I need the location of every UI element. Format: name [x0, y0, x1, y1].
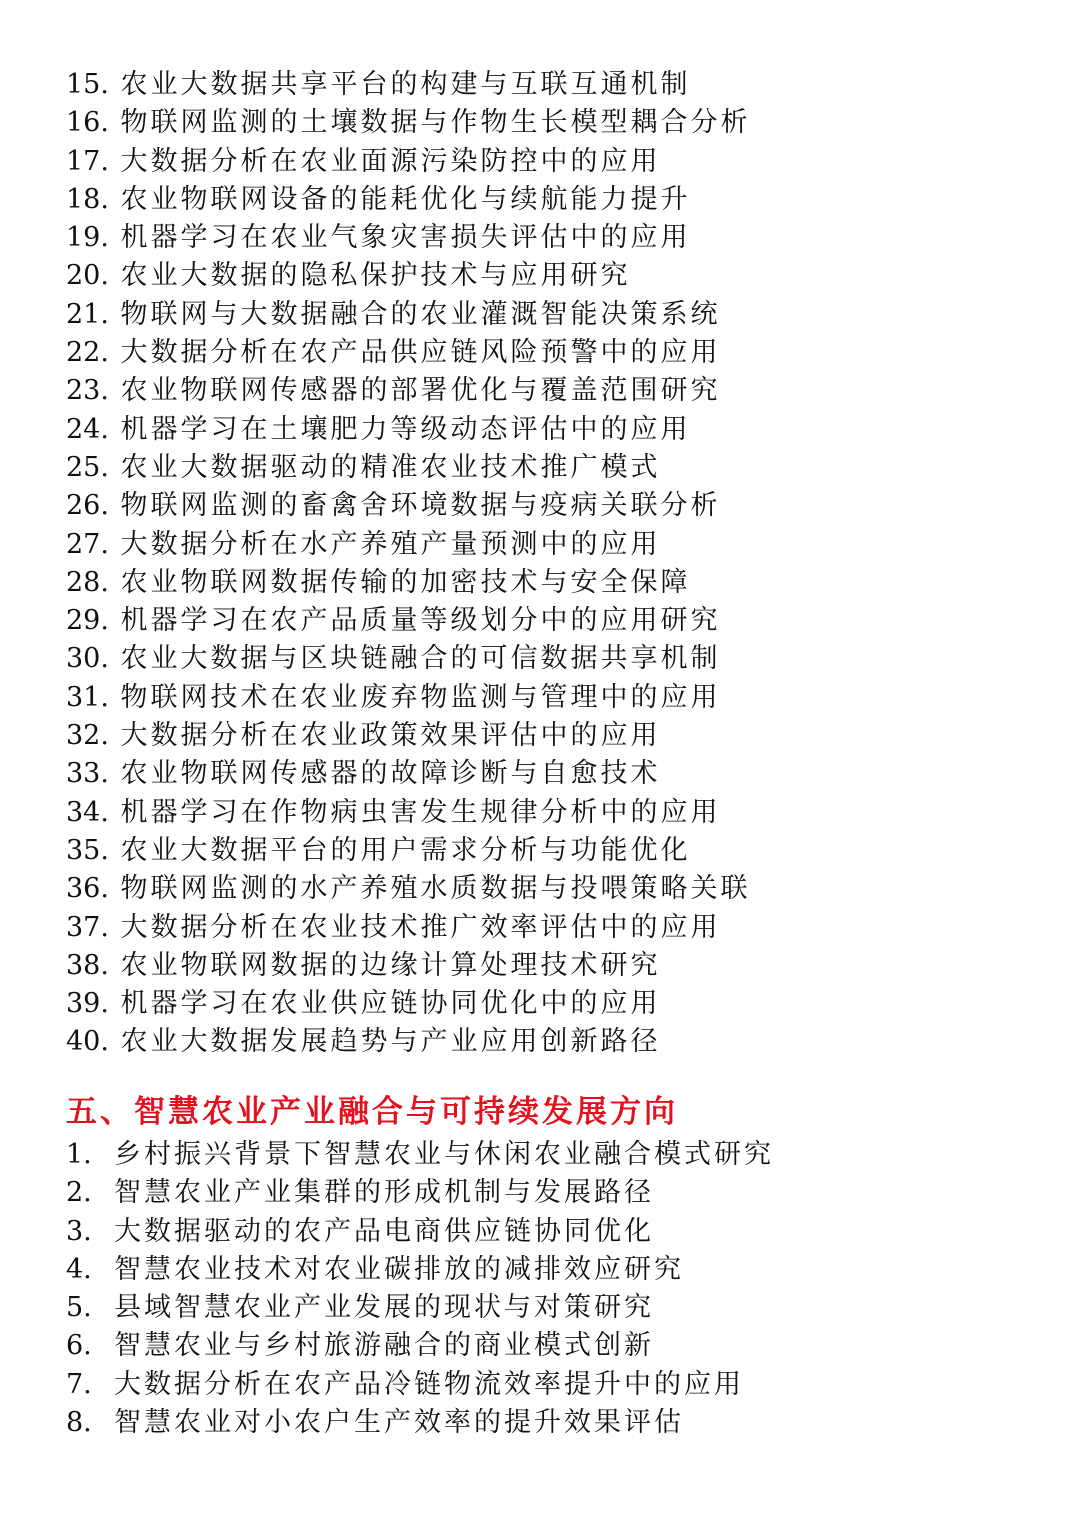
item-number: 31. — [66, 681, 109, 713]
item-text: 物联网监测的畜禽舍环境数据与疫病关联分析 — [120, 490, 721, 522]
list-item — [66, 1023, 751, 1061]
list-item — [66, 832, 751, 870]
item-number: 1. — [66, 1139, 92, 1170]
item-number: 15. — [66, 69, 109, 100]
item-text: 农业物联网数据的边缘计算处理技术研究 — [120, 949, 661, 981]
item-number: 24. — [66, 413, 109, 445]
item-number: 3. — [66, 1215, 92, 1247]
item-text: 县域智慧农业产业发展的现状与对策研究 — [114, 1292, 654, 1324]
list-item — [66, 526, 751, 564]
item-number: 5. — [66, 1292, 92, 1324]
list-item — [66, 640, 751, 678]
list-item — [66, 1136, 774, 1174]
item-text: 农业大数据的隐私保护技术与应用研究 — [120, 260, 631, 292]
item-number: 18. — [66, 183, 109, 215]
item-number: 8. — [66, 1407, 92, 1439]
item-text: 农业大数据共享平台的构建与互联互通机制 — [120, 69, 691, 100]
list-item — [66, 219, 751, 257]
item-text: 智慧农业与乡村旅游融合的商业模式创新 — [114, 1330, 654, 1362]
topic-list-continued — [66, 66, 751, 1062]
item-number: 17. — [66, 145, 109, 177]
section-heading: 五、智慧农业产业融合与可持续发展方向 — [66, 1094, 678, 1130]
item-number: 35. — [66, 834, 109, 866]
item-text: 农业大数据平台的用户需求分析与功能优化 — [120, 834, 691, 866]
item-number: 22. — [66, 337, 109, 369]
item-text: 物联网监测的土壤数据与作物生长模型耦合分析 — [120, 107, 751, 139]
list-item — [66, 411, 751, 449]
list-item — [66, 1289, 774, 1327]
list-item — [66, 1213, 774, 1251]
item-number: 2. — [66, 1177, 92, 1209]
list-item — [66, 794, 751, 832]
list-item — [66, 449, 751, 487]
item-text: 农业物联网设备的能耗优化与续航能力提升 — [120, 183, 691, 215]
item-text: 农业物联网传感器的故障诊断与自愈技术 — [120, 758, 661, 790]
list-item — [66, 1327, 774, 1365]
list-item — [66, 602, 751, 640]
item-number: 29. — [66, 605, 109, 637]
list-item — [66, 181, 751, 219]
list-item — [66, 66, 751, 104]
item-number: 40. — [66, 1026, 109, 1058]
item-text: 机器学习在农业气象灾害损失评估中的应用 — [120, 222, 691, 254]
item-number: 33. — [66, 758, 109, 790]
list-item — [66, 1404, 774, 1442]
item-text: 农业物联网传感器的部署优化与覆盖范围研究 — [120, 375, 721, 407]
item-text: 大数据分析在农产品冷链物流效率提升中的应用 — [114, 1368, 744, 1400]
item-number: 21. — [66, 298, 109, 330]
item-number: 23. — [66, 375, 109, 407]
item-number: 20. — [66, 260, 109, 292]
item-text: 物联网与大数据融合的农业灌溉智能决策系统 — [120, 298, 721, 330]
item-number: 26. — [66, 490, 109, 522]
list-item — [66, 679, 751, 717]
list-item — [66, 1251, 774, 1289]
item-number: 25. — [66, 451, 109, 483]
item-number: 37. — [66, 911, 109, 943]
item-text: 机器学习在作物病虫害发生规律分析中的应用 — [120, 796, 721, 828]
list-item — [66, 717, 751, 755]
item-text: 大数据分析在农业政策效果评估中的应用 — [120, 720, 661, 752]
item-text: 大数据分析在农产品供应链风险预警中的应用 — [120, 337, 721, 369]
list-item — [66, 372, 751, 410]
item-number: 19. — [66, 222, 109, 254]
item-number: 7. — [66, 1368, 92, 1400]
item-text: 智慧农业技术对农业碳排放的减排效应研究 — [114, 1253, 684, 1285]
item-number: 34. — [66, 796, 109, 828]
item-text: 机器学习在土壤肥力等级动态评估中的应用 — [120, 413, 691, 445]
item-text: 智慧农业对小农户生产效率的提升效果评估 — [114, 1407, 684, 1439]
item-number: 6. — [66, 1330, 92, 1362]
list-item — [66, 755, 751, 793]
list-item — [66, 257, 751, 295]
item-text: 智慧农业产业集群的形成机制与发展路径 — [114, 1177, 654, 1209]
item-number: 38. — [66, 949, 109, 981]
item-text: 农业大数据发展趋势与产业应用创新路径 — [120, 1026, 661, 1058]
item-text: 物联网监测的水产养殖水质数据与投喂策略关联 — [120, 873, 751, 905]
item-number: 39. — [66, 988, 109, 1020]
list-item — [66, 1174, 774, 1212]
item-number: 4. — [66, 1253, 92, 1285]
item-text: 大数据分析在农业技术推广效率评估中的应用 — [120, 911, 721, 943]
item-number: 27. — [66, 528, 109, 560]
item-text: 农业大数据驱动的精准农业技术推广模式 — [120, 451, 661, 483]
item-text: 大数据分析在农业面源污染防控中的应用 — [120, 145, 661, 177]
item-number: 30. — [66, 643, 109, 675]
item-text: 乡村振兴背景下智慧农业与休闲农业融合模式研究 — [114, 1139, 774, 1170]
item-number: 16. — [66, 107, 109, 139]
list-item — [66, 1366, 774, 1404]
list-item — [66, 909, 751, 947]
list-item — [66, 985, 751, 1023]
item-number: 32. — [66, 720, 109, 752]
item-text: 农业物联网数据传输的加密技术与安全保障 — [120, 566, 691, 598]
item-text: 大数据分析在水产养殖产量预测中的应用 — [120, 528, 661, 560]
topic-list-section-five — [66, 1136, 774, 1442]
list-item — [66, 334, 751, 372]
item-text: 大数据驱动的农产品电商供应链协同优化 — [114, 1215, 654, 1247]
list-item — [66, 947, 751, 985]
item-text: 农业大数据与区块链融合的可信数据共享机制 — [120, 643, 721, 675]
list-item — [66, 870, 751, 908]
item-text: 物联网技术在农业废弃物监测与管理中的应用 — [120, 681, 721, 713]
list-item — [66, 296, 751, 334]
item-number: 28. — [66, 566, 109, 598]
list-item — [66, 143, 751, 181]
item-text: 机器学习在农产品质量等级划分中的应用研究 — [120, 605, 721, 637]
list-item — [66, 104, 751, 142]
list-item — [66, 487, 751, 525]
item-text: 机器学习在农业供应链协同优化中的应用 — [120, 988, 661, 1020]
list-item — [66, 564, 751, 602]
item-number: 36. — [66, 873, 109, 905]
